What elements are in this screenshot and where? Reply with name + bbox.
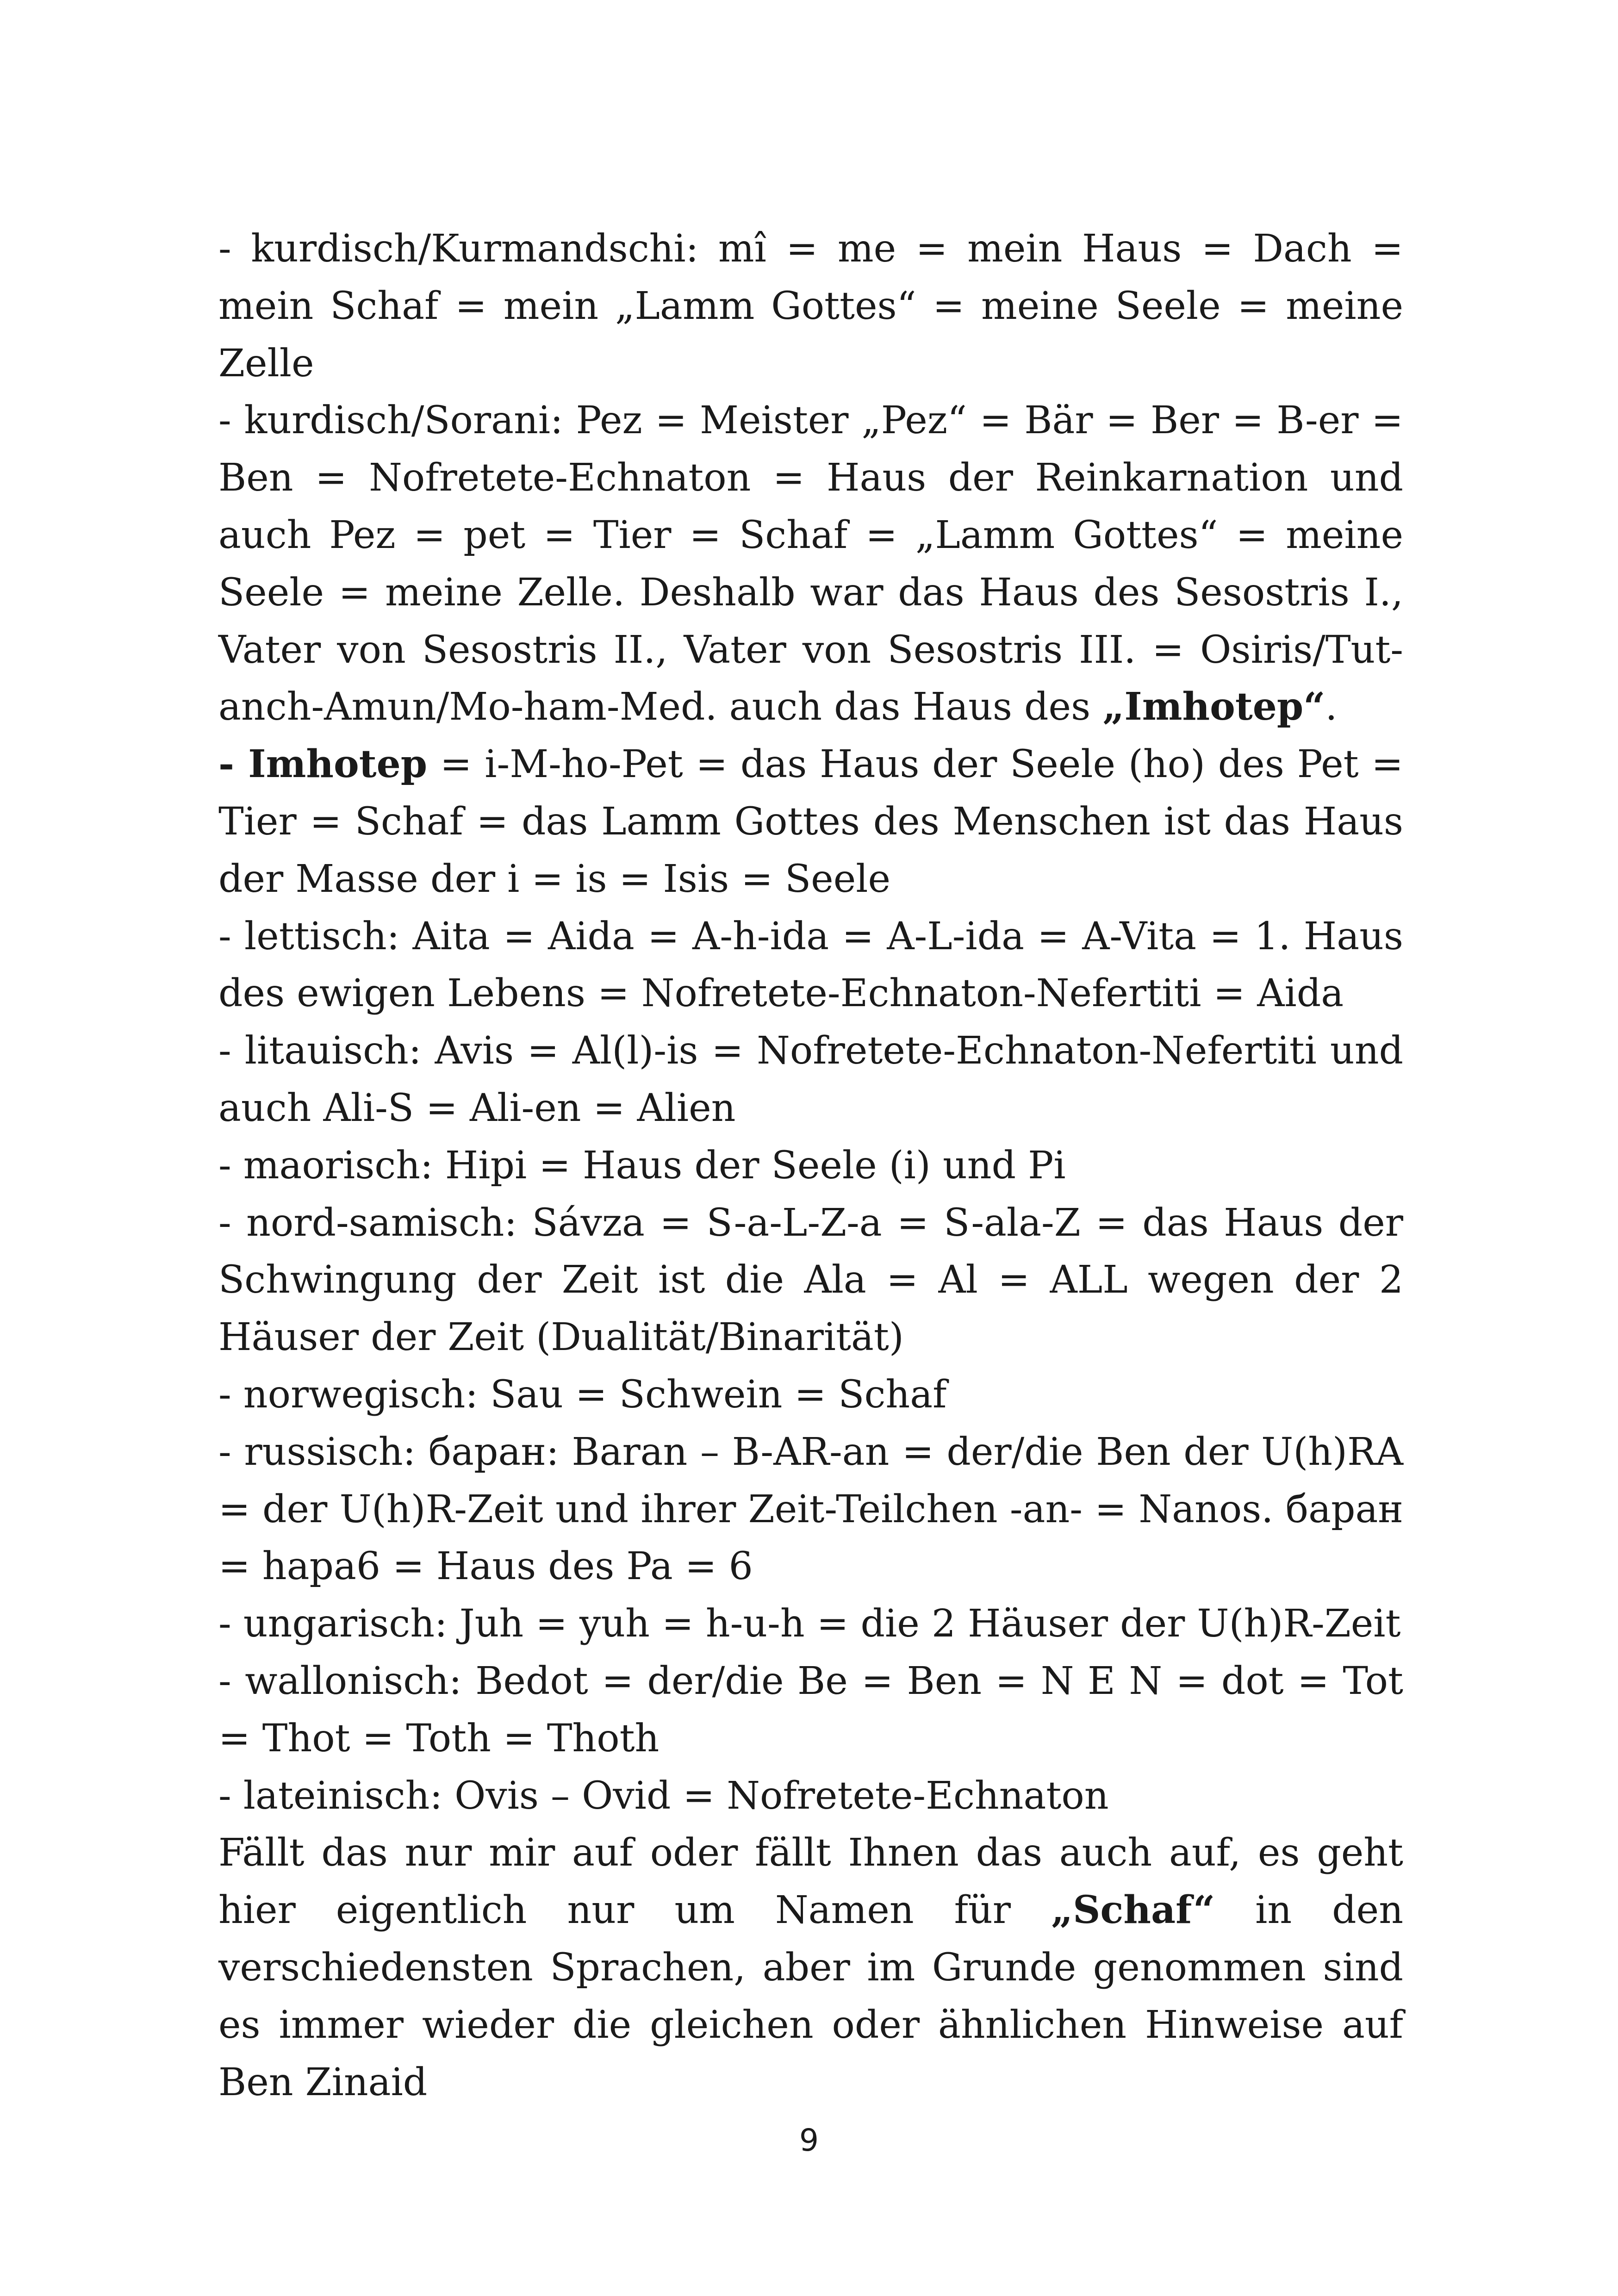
text-span: = i-M-ho-Pet = das Haus der Seele (ho) des Pet = Tier = Schaf = das Lamm Gottes des Menschen ist das Haus der Masse der i = is = Isis = Seele: [218, 742, 1403, 901]
paragraph-wallonisch: [218, 1653, 1403, 1767]
paragraph-lateinisch: [218, 1767, 1403, 1825]
bold-term-imhotep: „Imhotep“: [1102, 684, 1326, 729]
text-span: - wallonisch: Bedot = der/die Be = Ben = N E N = dot = Tot = Thot = Toth = Thoth: [218, 1659, 1403, 1761]
paragraph-sorani: [218, 392, 1403, 736]
text-span: - russisch: баран: Baran – B-AR-an = der/die Ben der U(h)RA = der U(h)R-Zeit und ihrer Zeit-Teilchen -an- = Nanos. баран = hapa6 = Haus des Pa = 6: [218, 1430, 1403, 1589]
paragraph-litauisch: [218, 1022, 1403, 1137]
paragraph-norwegisch: [218, 1366, 1403, 1424]
bold-term-schaf: „Schaf“: [1051, 1888, 1215, 1933]
bold-term-imhotep-heading: - Imhotep: [218, 742, 428, 787]
paragraph-maorisch: [218, 1137, 1403, 1195]
text-span: - kurdisch/Kurmandschi: mî = me = mein Haus = Dach = mein Schaf = mein „Lamm Gottes“ = meine Seele = meine Zelle: [218, 227, 1403, 386]
text-span: - lettisch: Aita = Aida = A-h-ida = A-L-ida = A-Vita = 1. Haus des ewigen Lebens = Nofretete-Echnaton-Nefertiti = Aida: [218, 914, 1403, 1016]
paragraph-conclusion: [218, 1824, 1403, 2111]
paragraph-nord-samisch: [218, 1195, 1403, 1366]
page-number: 9: [799, 2122, 819, 2158]
paragraph-russisch: [218, 1424, 1403, 1595]
paragraph-imhotep: [218, 736, 1403, 908]
text-span: in den verschiedensten Sprachen, aber im Grunde genommen sind es immer wieder die gleichen oder ähnlichen Hinweise auf Ben Zinaid: [218, 1888, 1404, 2104]
text-span: - maorisch: Hipi = Haus der Seele (i) und Pi: [218, 1143, 1066, 1188]
text-span: Fällt das nur mir auf oder fällt Ihnen das auch auf, es geht hier eigentlich nur um Namen für: [218, 1831, 1403, 1933]
text-span: - ungarisch: Juh = yuh = h-u-h = die 2 Häuser der U(h)R-Zeit: [218, 1602, 1401, 1646]
text-span: - nord-samisch: Sávza = S-a-L-Z-a = S-ala-Z = das Haus der Schwingung der Zeit ist die Ala = Al = ALL wegen der 2 Häuser der Zeit (Dualität/Binarität): [218, 1201, 1403, 1360]
text-span: - lateinisch: Ovis – Ovid = Nofretete-Echnaton: [218, 1773, 1109, 1818]
paragraph-kurmandschi: [218, 220, 1403, 392]
text-span: .: [1325, 685, 1338, 729]
paragraph-lettisch: [218, 908, 1403, 1023]
body-text: [218, 220, 1403, 2111]
text-span: - litauisch: Avis = Al(l)-is = Nofretete-Echnaton-Nefertiti und auch Ali-S = Ali-en = Alien: [218, 1029, 1403, 1130]
paragraph-ungarisch: [218, 1595, 1403, 1653]
text-span: - norwegisch: Sau = Schwein = Schaf: [218, 1372, 947, 1417]
text-span: - kurdisch/Sorani: Pez = Meister „Pez“ = Bär = Ber = B-er = Ben = Nofretete-Echnaton = Haus der Reinkarnation und auch Pez = pet = Tier = Schaf = „Lamm Gottes“ = meine Seele = meine Zelle. Deshalb war das Haus des Sesostris I., Vater von Sesostris II., Vater von Sesostris III. = Osiris/Tut-anch-Amun/Mo-ham-Med. auch das Haus des: [218, 398, 1403, 729]
